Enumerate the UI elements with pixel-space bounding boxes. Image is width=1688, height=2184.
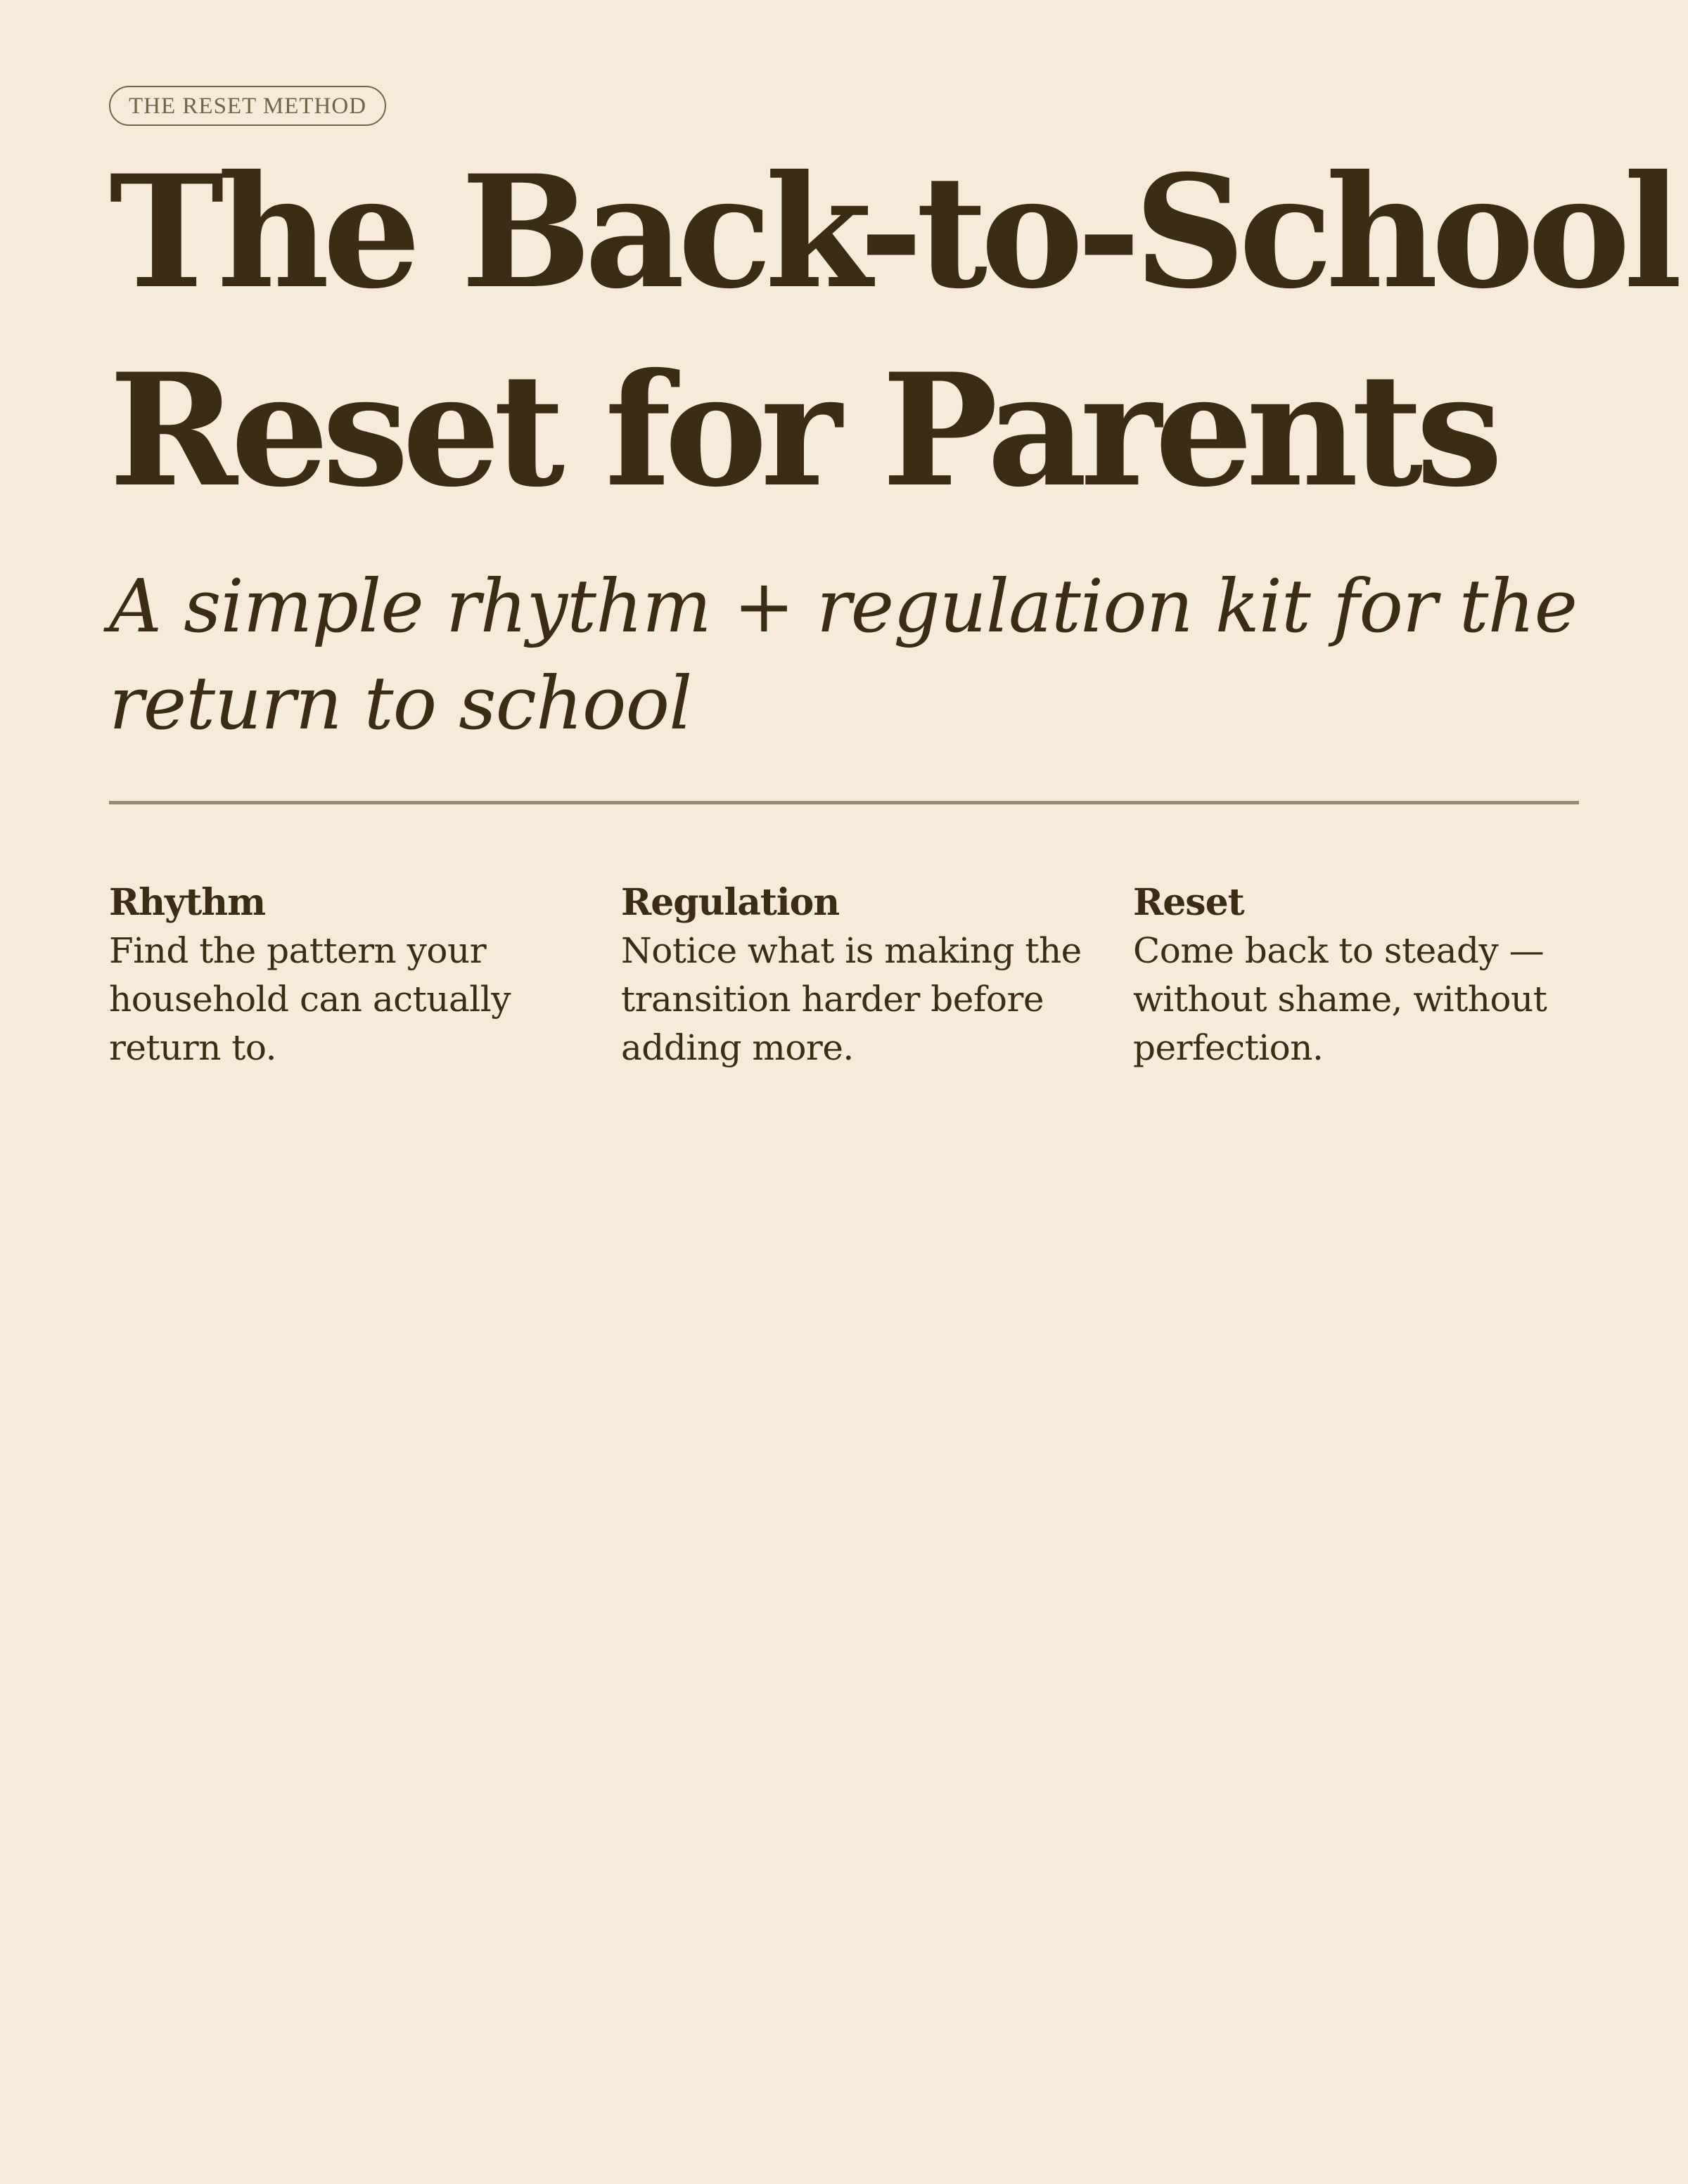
pillar-rhythm — [109, 880, 621, 1072]
page-title — [109, 133, 1676, 529]
pillar-description: Come back to steady — without shame, without perfection. — [1133, 930, 1547, 1069]
pillar-title: Regulation — [621, 881, 840, 925]
page-subtitle: A simple rhythm + regulation kit for the return to school — [109, 563, 1578, 747]
pillar-title: Reset — [1133, 881, 1244, 925]
pillar-title: Rhythm — [109, 881, 266, 925]
title-line-2: Reset for Parents — [109, 339, 1497, 522]
cover-page — [109, 86, 1676, 1072]
pillar-reset — [1133, 880, 1579, 1072]
title-line-1: The Back-to-School — [109, 141, 1676, 323]
method-badge: THE RESET METHOD — [109, 86, 386, 126]
pillar-regulation — [621, 880, 1133, 1072]
pillar-description: Find the pattern your household can actually return to. — [109, 930, 511, 1069]
pillars — [109, 880, 1579, 1072]
divider — [109, 801, 1579, 804]
pillar-description: Notice what is making the transition harder before adding more. — [621, 930, 1082, 1069]
